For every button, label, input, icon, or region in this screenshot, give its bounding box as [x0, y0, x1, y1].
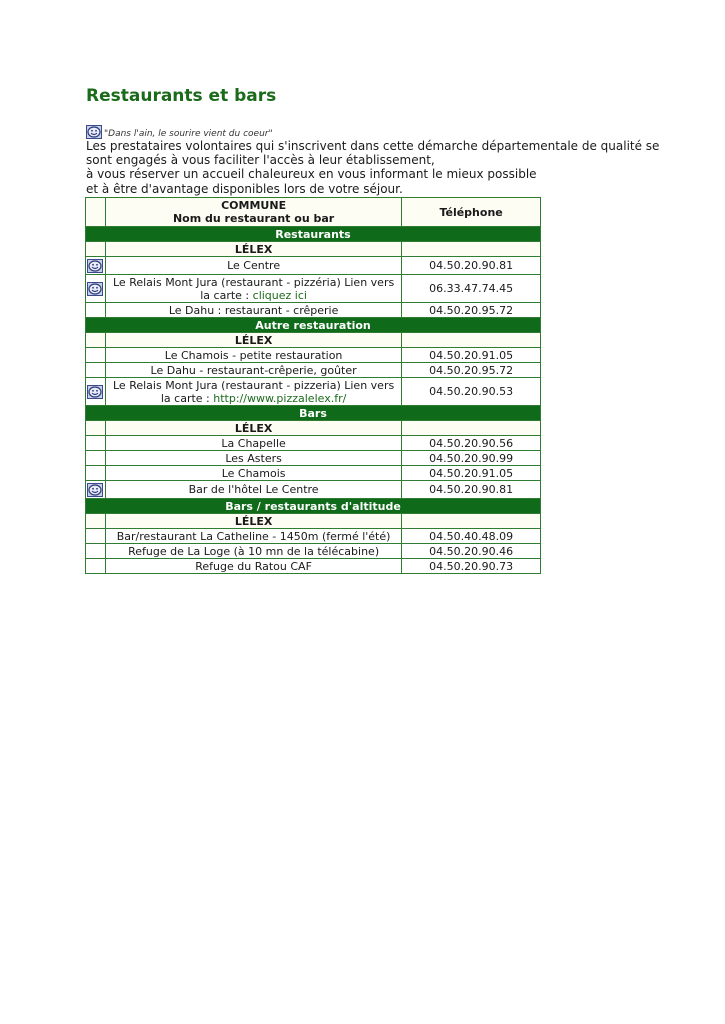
section-header — [86, 499, 541, 514]
table-row — [86, 529, 541, 544]
establishment-name — [105, 378, 401, 406]
establishment-name — [105, 363, 401, 378]
empty-cell — [402, 421, 541, 436]
page-title: Restaurants et bars — [86, 86, 277, 106]
establishment-name-text: Bar de l'hôtel Le Centre — [188, 483, 319, 496]
section-header — [86, 406, 541, 421]
phone-number: 06.33.47.74.45 — [402, 275, 541, 303]
menu-link[interactable]: http://www.pizzalelex.fr/ — [213, 391, 347, 405]
smiley-quality-icon — [86, 125, 102, 139]
slogan-row — [86, 123, 646, 139]
restaurants-table — [85, 197, 541, 574]
table-row — [86, 275, 541, 303]
table-header — [86, 198, 541, 227]
table-row — [86, 436, 541, 451]
table-row — [86, 378, 541, 406]
icon-cell — [86, 451, 106, 466]
table-body — [86, 227, 541, 574]
icon-cell — [86, 378, 106, 406]
intro-line: et à être d'avantage disponibles lors de votre séjour. — [86, 181, 403, 196]
phone-number: 04.50.40.48.09 — [402, 529, 541, 544]
establishment-name-text: La Chapelle — [221, 436, 286, 450]
phone-number: 04.50.20.91.05 — [402, 348, 541, 363]
section-title: Restaurants — [86, 227, 541, 242]
commune-name: LÉLEX — [105, 242, 401, 257]
icon-cell — [86, 529, 106, 544]
empty-cell — [86, 242, 106, 257]
table-row — [86, 363, 541, 378]
icon-cell — [86, 348, 106, 363]
phone-number: 04.50.20.90.56 — [402, 436, 541, 451]
section-title: Autre restauration — [86, 318, 541, 333]
empty-cell — [86, 421, 106, 436]
intro-line: à vous réserver un accueil chaleureux en vous informant le mieux possible — [86, 167, 537, 182]
phone-number: 04.50.20.95.72 — [402, 363, 541, 378]
commune-row — [86, 242, 541, 257]
icon-cell — [86, 363, 106, 378]
section-header — [86, 318, 541, 333]
commune-name: LÉLEX — [105, 421, 401, 436]
table-row — [86, 559, 541, 574]
icon-cell — [86, 436, 106, 451]
empty-cell — [86, 333, 106, 348]
phone-column-header: Téléphone — [402, 198, 541, 227]
smiley-quality-icon — [87, 259, 103, 273]
name-header-label: Nom du restaurant ou bar — [172, 212, 335, 225]
establishment-name-text: Le Dahu : restaurant - crêperie — [168, 303, 339, 317]
establishment-name — [105, 544, 401, 559]
commune-header-label: COMMUNE — [221, 199, 287, 212]
slogan: "Dans l'ain, le sourire vient du coeur" — [104, 129, 273, 139]
table-row — [86, 544, 541, 559]
icon-cell — [86, 559, 106, 574]
section-title: Bars — [86, 406, 541, 421]
phone-number: 04.50.20.90.81 — [402, 481, 541, 499]
intro-line: sont engagés à vous faciliter l'accès à leur établissement, — [86, 153, 435, 168]
establishment-name-text: Bar/restaurant La Catheline - 1450m (fermé l'été) — [116, 529, 391, 543]
smiley-quality-icon — [87, 282, 103, 296]
establishment-name-text: Refuge du Ratou CAF — [195, 559, 312, 573]
table-row — [86, 481, 541, 499]
commune-row — [86, 333, 541, 348]
section-header — [86, 227, 541, 242]
smiley-quality-icon — [87, 483, 103, 497]
establishment-name — [105, 257, 401, 275]
icon-column-header — [86, 198, 106, 227]
icon-cell — [86, 466, 106, 481]
icon-cell — [86, 544, 106, 559]
intro-text — [86, 123, 660, 196]
table-row — [86, 451, 541, 466]
establishment-name — [105, 481, 401, 499]
establishment-name — [105, 348, 401, 363]
establishment-name-text: Le Relais Mont Jura (restaurant - pizzeria) Lien vers la carte : — [113, 378, 395, 405]
establishment-name — [105, 466, 401, 481]
empty-cell — [402, 333, 541, 348]
establishment-name-text: Le Chamois — [221, 466, 286, 480]
menu-link[interactable]: cliquez ici — [252, 288, 307, 302]
phone-number: 04.50.20.90.99 — [402, 451, 541, 466]
icon-cell — [86, 481, 106, 499]
establishment-name — [105, 451, 401, 466]
establishment-name-text: Refuge de La Loge (à 10 mn de la télécabine) — [128, 544, 380, 558]
empty-cell — [402, 242, 541, 257]
phone-number: 04.50.20.90.46 — [402, 544, 541, 559]
commune-row — [86, 421, 541, 436]
establishment-name — [105, 436, 401, 451]
phone-number: 04.50.20.95.72 — [402, 303, 541, 318]
icon-cell — [86, 275, 106, 303]
name-column-header — [105, 198, 401, 227]
section-title: Bars / restaurants d'altitude — [86, 499, 541, 514]
establishment-name — [105, 275, 401, 303]
establishment-name-text: Le Centre — [227, 259, 281, 272]
establishment-name — [105, 529, 401, 544]
table-row — [86, 303, 541, 318]
smiley-quality-icon — [87, 385, 103, 399]
table-row — [86, 348, 541, 363]
phone-number: 04.50.20.90.53 — [402, 378, 541, 406]
empty-cell — [86, 514, 106, 529]
commune-name: LÉLEX — [105, 333, 401, 348]
commune-row — [86, 514, 541, 529]
establishment-name-text: Le Chamois - petite restauration — [164, 348, 343, 362]
table-row — [86, 257, 541, 275]
icon-cell — [86, 257, 106, 275]
establishment-name — [105, 303, 401, 318]
phone-number: 04.50.20.90.73 — [402, 559, 541, 574]
empty-cell — [402, 514, 541, 529]
establishment-name-text: Le Relais Mont Jura (restaurant - pizzéria) Lien vers la carte : — [113, 275, 395, 302]
intro-line: Les prestataires volontaires qui s'inscrivent dans cette démarche départementale de qualité se — [86, 139, 660, 153]
icon-cell — [86, 303, 106, 318]
phone-number: 04.50.20.90.81 — [402, 257, 541, 275]
table-row — [86, 466, 541, 481]
establishment-name-text: Les Asters — [225, 451, 282, 465]
phone-number: 04.50.20.91.05 — [402, 466, 541, 481]
establishment-name-text: Le Dahu - restaurant-crêperie, goûter — [150, 363, 357, 377]
commune-name: LÉLEX — [105, 514, 401, 529]
establishment-name — [105, 559, 401, 574]
